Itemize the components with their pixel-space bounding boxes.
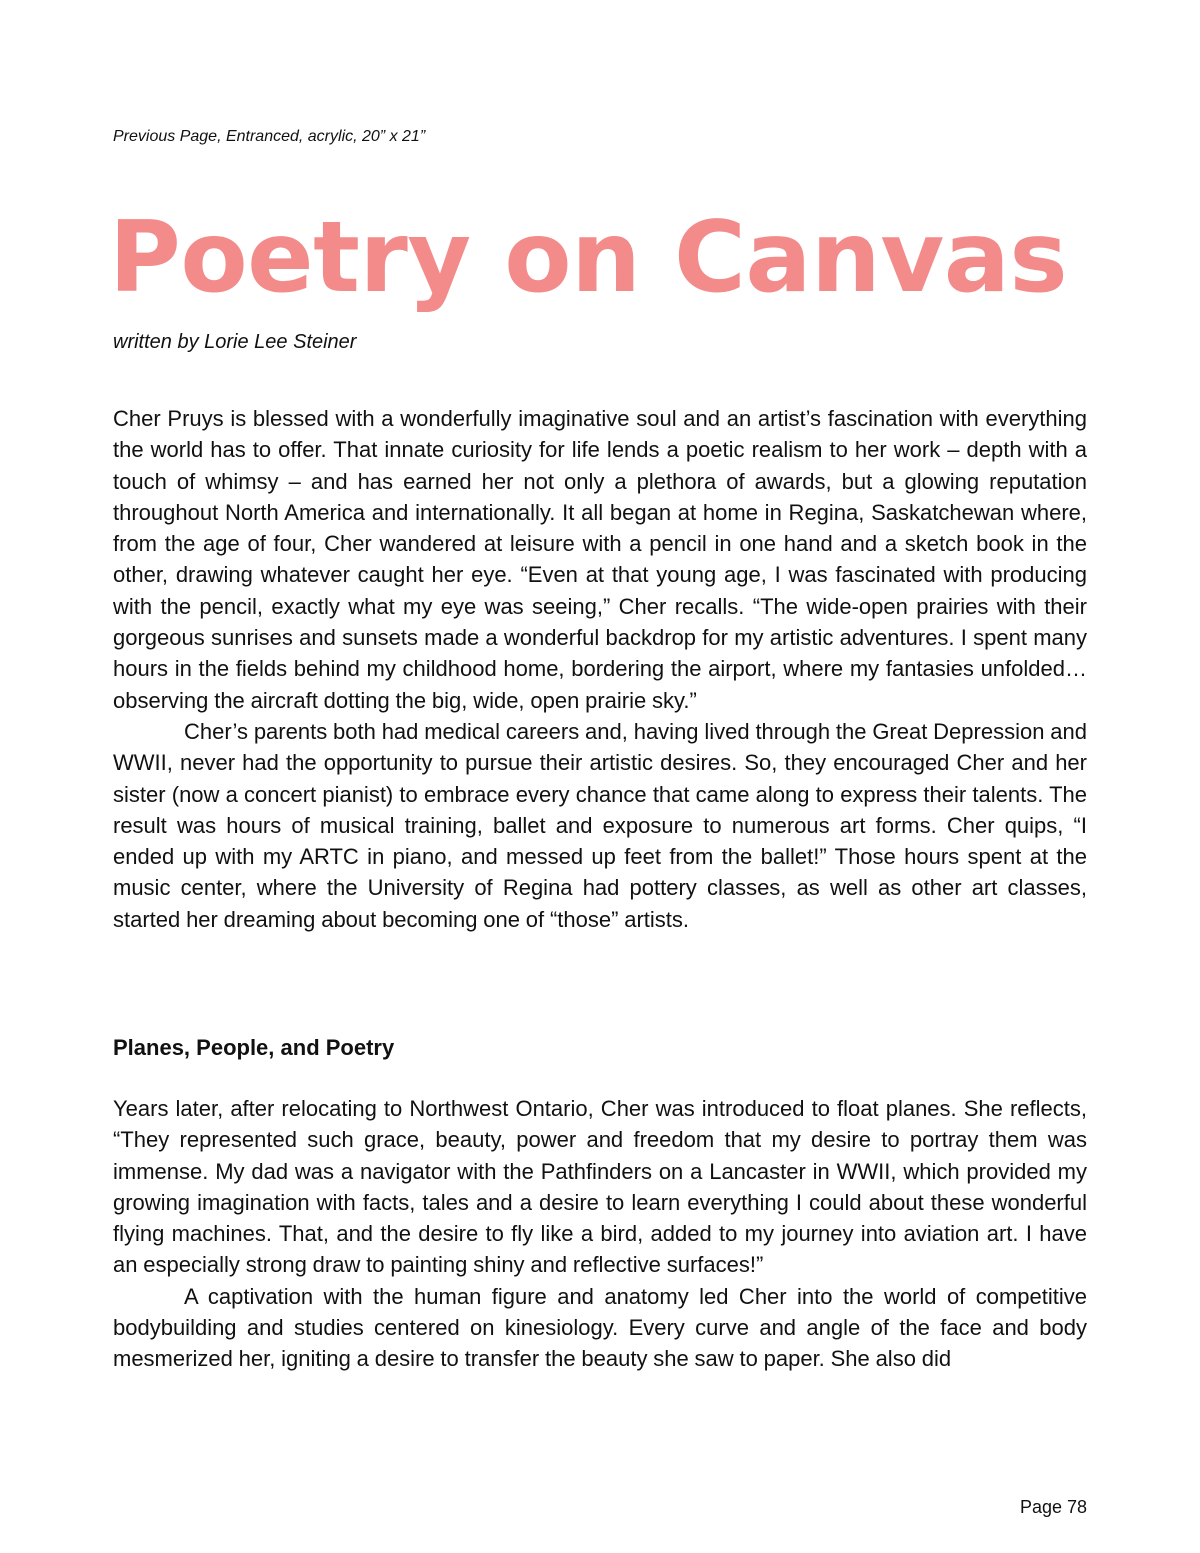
article-body-section-1 <box>113 403 1087 935</box>
body-paragraph: A captivation with the human figure and anatomy led Cher into the world of competitive bodybuilding and studies centered on kinesiology. Every curve and angle of the face and body mesmerized her, igniting a desire to transfer the beauty she saw to paper. She also did <box>113 1283 1087 1372</box>
body-paragraph: Cher Pruys is blessed with a wonderfully imaginative soul and an artist’s fascination with everything the world has to offer. That innate curiosity for life lends a poetic realism to her work – depth with a touch of whimsy – and has earned her not only a plethora of awards, but a glowing reputation throughout North America and internationally. It all began at home in Regina, Saskatchewan where, from the age of four, Cher wandered at leisure with a pencil in one hand and a sketch book in the other, drawing whatever caught her eye. “Even at that young age, I was fascinated with producing with the pencil, exactly what my eye was seeing,” Cher recalls. “The wide-open prairies with their gorgeous sunrises and sunsets made a wonderful backdrop for my artistic adventures. I spent many hours in the fields behind my childhood home, bordering the airport, where my fantasies unfolded… observing the aircraft dotting the big, wide, open prairie sky.” <box>113 406 1087 713</box>
section-heading: Planes, People, and Poetry <box>113 1035 395 1060</box>
body-paragraph: Cher’s parents both had medical careers and, having lived through the Great Depression and WWII, never had the opportunity to pursue their artistic desires. So, they encouraged Cher and her sister (now a concert pianist) to embrace every chance that came along to express their talents. The result was hours of musical training, ballet and exposure to numerous art forms. Cher quips, “I ended up with my ARTC in piano, and messed up feet from the ballet!” Those hours spent at the music center, where the University of Regina had pottery classes, as well as other art classes, started her dreaming about becoming one of “those” artists. <box>113 718 1087 932</box>
page-number: Page 78 <box>1019 1497 1087 1517</box>
article-title: Poetry on Canvas <box>109 201 1068 315</box>
author-byline: written by Lorie Lee Steiner <box>113 331 357 353</box>
article-body-section-2 <box>113 1093 1087 1375</box>
document-page <box>109 0 1087 1553</box>
image-caption: Previous Page, Entranced, acrylic, 20” x 21” <box>113 128 426 145</box>
body-paragraph: Years later, after relocating to Northwest Ontario, Cher was introduced to float planes. She reflects, “They represented such grace, beauty, power and freedom that my desire to portray them was immense. My dad was a navigator with the Pathfinders on a Lancaster in WWII, which provided my growing imagination with facts, tales and a desire to learn everything I could about these wonderful flying machines. That, and the desire to fly like a bird, added to my journey into aviation art. I have an especially strong draw to painting shiny and reflective surfaces!” <box>113 1096 1087 1278</box>
